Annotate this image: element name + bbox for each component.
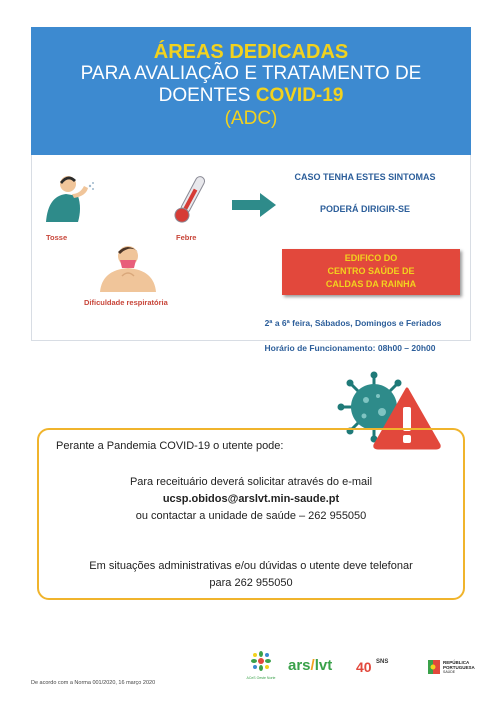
acs-logo-icon — [250, 651, 272, 671]
symptom-breathing-label: Dificuldade respiratória — [84, 298, 168, 307]
schedule-days: 2ª a 6ª feira, Sábados, Domingos e Feriados — [264, 318, 442, 328]
breathing-difficulty-icon — [92, 240, 164, 292]
thermometer-icon — [168, 172, 213, 227]
title-line-3a: DOENTES — [158, 85, 251, 106]
info-box — [37, 428, 465, 600]
title-covid: COVID-19 — [255, 85, 344, 106]
title-line-2: PARA AVALIAÇÃO E TRATAMENTO DE — [80, 63, 422, 84]
prescription-text: Para receituário deverá solicitar através do e-mail — [129, 476, 373, 488]
location-line-2: CENTRO SAÚDE DE — [327, 266, 415, 276]
symptom-fever-label: Febre — [176, 233, 197, 242]
admin-text: Em situações administrativas e/ou dúvidas o utente deve telefonar — [89, 560, 413, 572]
location-box — [282, 249, 460, 295]
schedule-hours: Horário de Funcionamento: 08h00 – 20h00 — [264, 343, 436, 353]
symptoms-condition-text: CASO TENHA ESTES SINTOMAS — [294, 172, 436, 182]
title-acronym: (ADC) — [224, 108, 278, 129]
title-banner — [31, 27, 471, 155]
contact-email[interactable]: ucsp.obidos@arslvt.min-saude.pt — [162, 493, 340, 505]
acs-logo — [246, 651, 276, 687]
title-line-1: ÁREAS DEDICADAS — [153, 41, 349, 63]
location-line-3: CALDAS DA RAINHA — [325, 279, 417, 289]
acs-logo-text: ACeS Oeste Norte — [246, 676, 276, 680]
info-intro: Perante a Pandemia COVID-19 o utente pode: — [56, 440, 284, 452]
footer-norm-note: De acordo com a Norma 001/2020, 16 março 2020 — [31, 680, 156, 686]
cough-person-icon — [38, 172, 98, 227]
ars-lvt-logo: ars/lvt — [288, 657, 333, 674]
contact-phone-line — [39, 510, 463, 522]
lvt-text: lvt — [314, 657, 333, 674]
logo-sns: SNS — [376, 659, 389, 665]
logo-40: 40 — [356, 659, 372, 675]
admin-phone-line: para 262 955050 — [209, 577, 293, 589]
contact-line-text: ou contactar a unidade de saúde – 262 955050 — [135, 510, 367, 522]
rep-line-2: PORTUGUESA — [443, 665, 475, 670]
ars-text: ars — [288, 657, 311, 674]
rep-line-1: REPÚBLICA — [443, 660, 470, 665]
rep-line-3: SAÚDE — [443, 670, 456, 674]
location-line-1: EDIFICO DO — [344, 253, 398, 263]
title-line-3 — [31, 85, 471, 107]
sns-40-logo — [356, 659, 388, 677]
go-to-text: PODERÁ DIRIGIR-SE — [319, 204, 410, 214]
symptom-cough-label: Tosse — [46, 233, 68, 242]
flag-icon — [428, 660, 440, 674]
